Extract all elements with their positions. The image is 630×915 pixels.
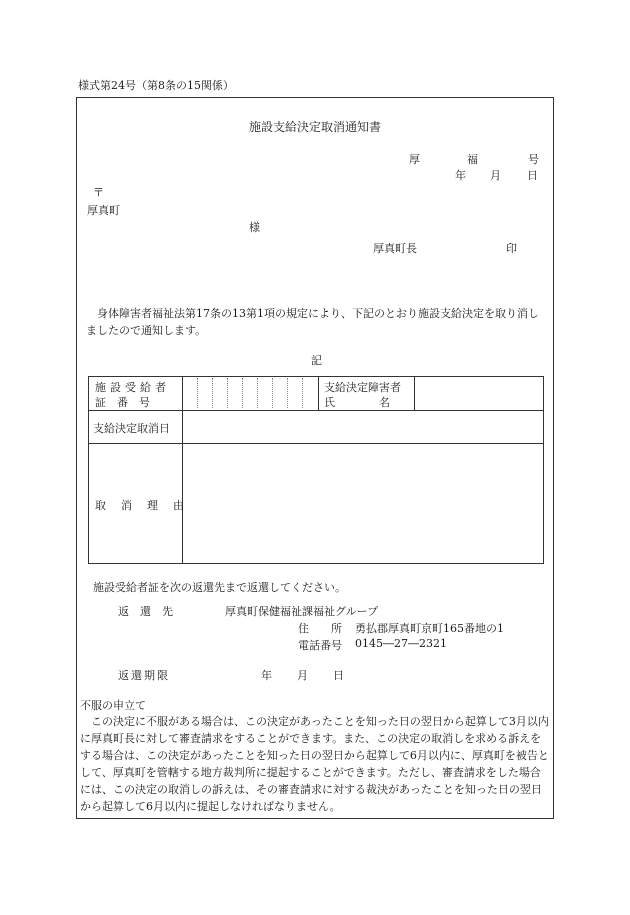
postal-mark: 〒 xyxy=(93,186,104,199)
cert-number-label-2: 証 番 号 xyxy=(95,396,150,409)
document-title: 施設支給決定取消通知書 xyxy=(249,120,382,134)
cancel-reason-label: 取 消 理 由 xyxy=(95,499,186,512)
digit-box-divider xyxy=(272,378,273,408)
deadline-month: 月 xyxy=(297,669,308,682)
decision-person-label-1: 支給決定障害者 xyxy=(324,381,401,394)
doc-number-b: 福 xyxy=(467,153,478,166)
table-divider-1 xyxy=(88,410,544,411)
return-tel-label: 電話番号 xyxy=(298,639,342,652)
notice-table xyxy=(88,376,544,564)
issuer: 厚真町長 xyxy=(373,242,417,255)
deadline-year: 年 xyxy=(261,669,272,682)
date-year: 年 xyxy=(455,169,466,182)
deadline-day: 日 xyxy=(333,669,344,682)
digit-box-divider xyxy=(227,378,228,408)
appeal-heading: 不服の申立て xyxy=(80,699,146,712)
digit-box-divider xyxy=(197,378,198,408)
cert-number-label-1: 施設受給者 xyxy=(95,381,170,394)
return-deadline-label: 返還期限 xyxy=(118,669,170,682)
table-column-divider xyxy=(182,376,183,564)
doc-number-c: 号 xyxy=(528,153,539,166)
recipient-town: 厚真町 xyxy=(87,204,120,217)
table-divider-2 xyxy=(88,443,544,444)
name-label-divider-left xyxy=(318,376,319,410)
return-dest-value: 厚真町保健福祉課福祉グループ xyxy=(225,605,379,618)
appeal-text: この決定に不服がある場合は、この決定があったことを知った日の翌日から起算して3月以内に厚真町長に対して審査請求をすることができます。また、この決定の取消しを求める訴えをする場合は、この決定があったことを知った日の翌日から起算して6月以内に、厚真町を被告として、厚真町を管轄する地方裁判所に提起することができます。ただし、審査請求をした場合には、この決定の取消しの訴えは、その審査請求に対する裁決があったことを知った日の翌日から起算して6月以内に提起しなければなりません。 xyxy=(80,715,549,813)
return-address-label: 住 所 xyxy=(298,622,342,635)
decision-person-label-2: 氏 名 xyxy=(324,396,390,409)
return-note: 施設受給者証を次の返還先まで返還してください。 xyxy=(93,581,346,594)
digit-box-divider xyxy=(257,378,258,408)
cancel-date-label: 支給決定取消日 xyxy=(93,422,170,435)
ki-mark: 記 xyxy=(311,354,322,367)
return-address-value: 勇払郡厚真町京町165番地の1 xyxy=(355,622,504,635)
name-label-divider-right xyxy=(414,376,415,410)
return-tel-value: 0145―27―2321 xyxy=(355,637,447,650)
date-day: 日 xyxy=(527,169,538,182)
digit-box-divider xyxy=(212,378,213,408)
date-month: 月 xyxy=(490,169,501,182)
seal-mark: 印 xyxy=(506,242,517,255)
return-dest-label: 返 還 先 xyxy=(118,605,173,618)
form-number: 様式第24号（第8条の15関係） xyxy=(78,79,234,92)
doc-number-a: 厚 xyxy=(409,153,420,166)
honorific: 様 xyxy=(249,221,260,234)
digit-box-divider xyxy=(302,378,303,408)
digit-box-divider xyxy=(242,378,243,408)
digit-box-divider xyxy=(287,378,288,408)
body-text: 身体障害者福祉法第17条の13第1項の規定により、下記のとおり施設支給決定を取り消しましたので通知します。 xyxy=(86,307,539,337)
